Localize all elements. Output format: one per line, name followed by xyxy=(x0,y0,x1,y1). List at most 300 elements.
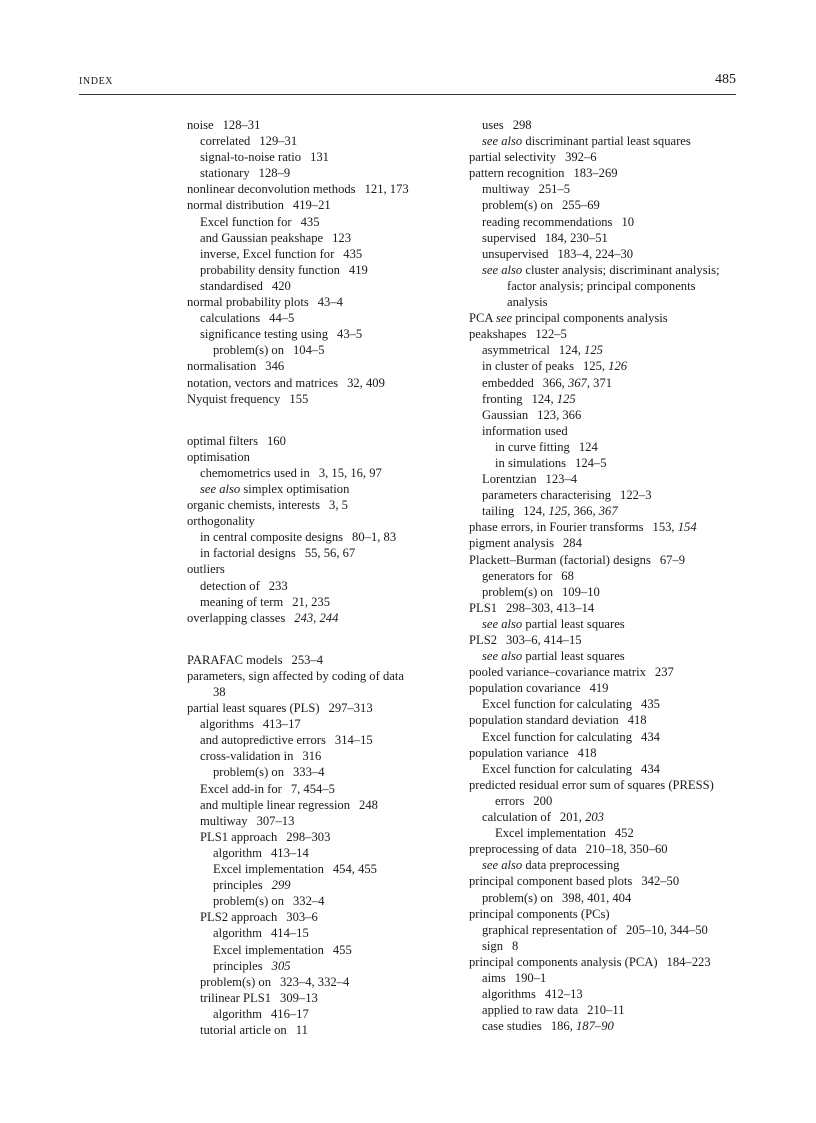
page-ref: , 371 xyxy=(586,375,613,390)
page-ref: 43–5 xyxy=(337,327,363,342)
index-entry xyxy=(187,230,437,246)
page-ref: 346 xyxy=(265,359,285,374)
page-ref: 298–303, 413–14 xyxy=(506,600,595,615)
index-entry xyxy=(469,761,731,777)
entry-pages xyxy=(271,846,309,860)
page-ref-italic: 367 xyxy=(567,375,587,390)
entry-term: 38 xyxy=(213,685,226,699)
index-entry xyxy=(187,748,437,764)
index-entry xyxy=(469,584,731,600)
index-entry xyxy=(469,954,731,970)
index-entry xyxy=(469,696,731,712)
entry-pages xyxy=(565,150,596,164)
entry-term: overlapping classes xyxy=(187,610,286,625)
page-ref: 323–4, 332–4 xyxy=(280,974,350,989)
entry-pages xyxy=(349,263,368,277)
entry-term: problem(s) on xyxy=(482,890,553,905)
index-column-right xyxy=(469,117,731,1034)
index-entry xyxy=(187,197,437,213)
entry-pages xyxy=(293,198,331,212)
page-ref-italic: 299 xyxy=(271,878,291,893)
index-entry xyxy=(469,487,731,503)
entry-pages xyxy=(280,975,349,989)
page-ref-italic: 243, 244 xyxy=(294,610,339,625)
index-entry xyxy=(187,133,437,149)
page-ref: 3, 5 xyxy=(329,498,348,513)
entry-pages xyxy=(512,939,518,953)
page-ref: 298–303 xyxy=(286,829,331,844)
page-ref: 183–4, 224–30 xyxy=(557,246,634,261)
entry-term: orthogonality xyxy=(187,514,255,529)
page-ref: 366, xyxy=(542,375,568,390)
entry-pages xyxy=(615,826,634,840)
index-entry xyxy=(469,616,731,632)
index-entry xyxy=(187,149,437,165)
entry-term: uses xyxy=(482,118,504,132)
page-ref: 210–11 xyxy=(587,1003,625,1018)
index-entry xyxy=(187,764,437,780)
index-entry xyxy=(187,214,437,230)
index-entry xyxy=(469,970,731,986)
entry-term: supervised xyxy=(482,230,536,245)
entry-pages xyxy=(546,472,577,486)
entry-pages xyxy=(586,842,668,856)
entry-pages xyxy=(575,456,606,470)
index-entry xyxy=(469,938,731,954)
entry-pages xyxy=(294,611,338,625)
index-entry xyxy=(187,449,437,465)
entry-term: Excel function for calculating xyxy=(482,729,633,744)
entry-term: Gaussian xyxy=(482,407,529,422)
page-ref: 123 xyxy=(332,230,351,245)
page-ref-italic: 154 xyxy=(677,520,697,535)
entry-pages xyxy=(515,971,546,985)
entry-term: preprocessing of data xyxy=(469,842,577,857)
entry-term: sign xyxy=(482,938,503,953)
entry-pages xyxy=(280,991,318,1005)
entry-pages xyxy=(561,569,574,583)
index-entry xyxy=(469,262,731,278)
entry-term: algorithm xyxy=(213,926,262,941)
index-entry xyxy=(187,1006,437,1022)
entry-term: partial least squares xyxy=(525,649,625,664)
page-ref: 109–10 xyxy=(562,584,600,599)
index-entry xyxy=(187,465,437,481)
entry-pages xyxy=(628,713,647,727)
entry-pages xyxy=(333,862,377,876)
entry-term: multiway xyxy=(482,182,530,197)
entry-term: population standard deviation xyxy=(469,713,619,728)
see-also-label: see also xyxy=(200,481,244,496)
entry-pages xyxy=(269,579,288,593)
index-entry xyxy=(469,294,731,310)
entry-term: and multiple linear regression xyxy=(200,797,351,812)
entry-term: parameters characterising xyxy=(482,488,612,503)
entry-pages xyxy=(267,434,286,448)
entry-pages xyxy=(535,327,566,341)
page-ref: 233 xyxy=(268,578,288,593)
page-ref: 55, 56, 67 xyxy=(304,546,356,561)
entry-term: Excel function for xyxy=(200,214,292,229)
entry-pages xyxy=(513,118,532,132)
entry-pages xyxy=(562,891,631,905)
entry-term: and Gaussian peakshape xyxy=(200,230,324,245)
entry-term: PLS1 approach xyxy=(200,829,278,844)
entry-pages xyxy=(259,166,290,180)
index-entry xyxy=(187,909,437,925)
index-entry xyxy=(187,545,437,561)
index-entry xyxy=(187,594,437,610)
index-entry xyxy=(469,471,731,487)
index-entry xyxy=(469,503,731,519)
entry-pages xyxy=(562,198,600,212)
entry-term: organic chemists, interests xyxy=(187,498,321,513)
entry-term: optimal filters xyxy=(187,433,258,448)
entry-term: outliers xyxy=(187,562,225,577)
index-entry xyxy=(187,294,437,310)
page-ref: 122–5 xyxy=(535,327,567,342)
page-ref-italic: 125 xyxy=(584,343,603,358)
see-also-label: see also xyxy=(482,616,526,631)
page-ref: 455 xyxy=(332,942,352,957)
entry-pages xyxy=(332,231,351,245)
page-ref: 32, 409 xyxy=(347,375,385,390)
page-ref: 104–5 xyxy=(293,343,325,358)
page-ref-italic: 126 xyxy=(608,359,628,374)
page-ref: 67–9 xyxy=(659,552,686,567)
entry-term: chemometrics used in xyxy=(200,465,310,480)
entry-term: errors xyxy=(495,793,525,808)
entry-pages xyxy=(578,746,597,760)
entry-pages xyxy=(545,987,583,1001)
index-entry xyxy=(469,439,731,455)
index-entry xyxy=(187,877,437,893)
page-ref: 413–14 xyxy=(270,845,309,860)
index-entry xyxy=(469,181,731,197)
see-also-label: see also xyxy=(482,134,526,149)
entry-term: PLS2 approach xyxy=(200,910,278,925)
entry-term: analysis xyxy=(507,295,548,310)
index-entry xyxy=(469,712,731,728)
entry-term: graphical representation of xyxy=(482,922,617,937)
entry-term: optimisation xyxy=(187,449,250,464)
entry-pages xyxy=(579,440,598,454)
page-ref: 210–18, 350–60 xyxy=(585,842,668,857)
entry-term: problem(s) on xyxy=(482,584,553,599)
entry-term: applied to raw data xyxy=(482,1003,579,1018)
index-entry xyxy=(469,568,731,584)
entry-term: Nyquist frequency xyxy=(187,391,281,406)
entry-term: problem(s) on xyxy=(200,974,271,989)
index-entry xyxy=(469,873,731,889)
index-entry xyxy=(187,1022,437,1038)
page-ref: 184–223 xyxy=(666,954,711,969)
entry-term: pattern recognition xyxy=(469,166,565,181)
page-ref: 303–6 xyxy=(286,910,318,925)
entry-term: predicted residual error sum of squares (PRESS) xyxy=(469,777,714,792)
index-entry xyxy=(187,391,437,407)
index-entry xyxy=(187,684,437,700)
entry-term: cross-validation in xyxy=(200,749,294,764)
entry-term: parameters, sign affected by coding of data xyxy=(187,668,404,683)
entry-pages xyxy=(560,810,604,824)
entry-term: peakshapes xyxy=(469,327,527,342)
page-ref: 190–1 xyxy=(514,970,547,985)
index-entry xyxy=(187,942,437,958)
index-entry xyxy=(187,829,437,845)
index-entry xyxy=(469,214,731,230)
page-number: 485 xyxy=(715,72,736,87)
entry-pages xyxy=(333,943,352,957)
entry-term: detection of xyxy=(200,578,260,593)
page-ref: 200 xyxy=(533,793,553,808)
entry-term: in simulations xyxy=(495,455,567,470)
page-ref: 44–5 xyxy=(269,311,295,326)
entry-pages xyxy=(557,247,633,261)
entry-term: normalisation xyxy=(187,359,257,374)
entry-term: discriminant partial least squares xyxy=(525,134,691,149)
entry-pages xyxy=(286,910,317,924)
entry-term: significance testing using xyxy=(200,327,329,342)
page-ref: 201, xyxy=(559,810,586,825)
entry-pages xyxy=(293,343,324,357)
page-ref: , 366, xyxy=(567,504,599,519)
entry-term: calculation of xyxy=(482,810,551,825)
entry-term: data preprocessing xyxy=(525,858,620,873)
page-ref: 435 xyxy=(641,697,660,712)
entry-pages xyxy=(562,585,600,599)
entry-term: fronting xyxy=(482,391,523,406)
page-ref: 3, 15, 16, 97 xyxy=(318,465,382,480)
index-entry xyxy=(187,561,437,577)
index-entry xyxy=(469,1018,731,1034)
entry-pages xyxy=(537,408,581,422)
page-ref: 129–31 xyxy=(259,134,298,149)
see-also-label: see also xyxy=(482,649,526,664)
entry-term: algorithm xyxy=(213,845,262,860)
page-ref: 124, xyxy=(558,343,585,358)
page-ref: 454, 455 xyxy=(332,862,377,877)
page-ref: 160 xyxy=(267,433,286,448)
page-ref: 342–50 xyxy=(641,874,680,889)
index-entry xyxy=(469,133,731,149)
entry-term: principal component based plots xyxy=(469,874,633,889)
index-entry xyxy=(187,513,437,529)
entry-term: Excel add-in for xyxy=(200,781,282,796)
entry-pages xyxy=(271,926,309,940)
index-entry xyxy=(469,310,731,326)
entry-pages xyxy=(583,359,627,373)
entry-pages xyxy=(347,376,385,390)
index-entry xyxy=(469,230,731,246)
entry-term: partial selectivity xyxy=(469,150,557,165)
entry-term: in central composite designs xyxy=(200,530,344,545)
entry-pages xyxy=(305,546,355,560)
entry-term: phase errors, in Fourier transforms xyxy=(469,520,644,535)
page-ref: 297–313 xyxy=(328,701,373,716)
page-ref: 416–17 xyxy=(270,1006,309,1021)
page-ref: 7, 454–5 xyxy=(290,781,335,796)
page-ref: 124, xyxy=(531,391,557,406)
entry-term: principles xyxy=(213,878,263,893)
index-entry xyxy=(187,481,437,497)
entry-term: Excel function for calculating xyxy=(482,697,633,712)
index-entry xyxy=(469,326,731,342)
index-entry xyxy=(187,278,437,294)
entry-term: meaning of term xyxy=(200,594,284,609)
entry-term: tutorial article on xyxy=(200,1022,287,1037)
entry-term: calculations xyxy=(200,311,261,326)
entry-term: principal components (PCs) xyxy=(469,906,610,921)
index-entry xyxy=(469,342,731,358)
page-ref: 251–5 xyxy=(538,182,571,197)
index-entry xyxy=(187,974,437,990)
entry-term: nonlinear deconvolution methods xyxy=(187,182,356,197)
entry-pages xyxy=(641,697,660,711)
index-entry xyxy=(469,680,731,696)
entry-pages xyxy=(543,376,612,390)
entry-term: aims xyxy=(482,970,506,985)
entry-pages xyxy=(365,182,409,196)
page-ref: 314–15 xyxy=(334,733,373,748)
index-entry xyxy=(469,1002,731,1018)
index-entry xyxy=(469,519,731,535)
page-ref: 255–69 xyxy=(562,198,600,213)
entry-pages xyxy=(620,488,651,502)
entry-pages xyxy=(573,166,617,180)
see-also-label: see also xyxy=(482,858,526,873)
page-ref: 125, xyxy=(582,359,609,374)
entry-pages xyxy=(626,923,708,937)
index-entry xyxy=(187,262,437,278)
page-ref-italic: 187–90 xyxy=(576,1019,614,1034)
entry-term: inverse, Excel function for xyxy=(200,246,335,261)
index-entry xyxy=(187,246,437,262)
entry-pages xyxy=(523,504,617,518)
entry-term: normal probability plots xyxy=(187,295,309,310)
index-entry xyxy=(469,246,731,262)
entry-pages xyxy=(653,520,697,534)
page-ref: 434 xyxy=(641,761,660,776)
entry-pages xyxy=(641,730,660,744)
entry-term: Plackett–Burman (factorial) designs xyxy=(469,552,651,567)
page-ref: 434 xyxy=(641,729,660,744)
index-entry xyxy=(469,600,731,616)
entry-term: trilinear PLS1 xyxy=(200,990,272,1005)
page-ref: 298 xyxy=(512,118,532,132)
index-entry xyxy=(469,648,731,664)
entry-term: problem(s) on xyxy=(213,894,284,909)
page-ref: 419 xyxy=(348,262,368,277)
index-entry xyxy=(469,986,731,1002)
page-ref: 128–9 xyxy=(258,166,291,181)
running-head: INDEX xyxy=(79,76,114,87)
page-ref-italic: 367 xyxy=(598,504,618,519)
entry-pages xyxy=(641,874,679,888)
entry-pages xyxy=(329,701,373,715)
entry-pages xyxy=(329,498,348,512)
see-also-label: see also xyxy=(482,262,526,277)
index-entry xyxy=(187,181,437,197)
index-entry xyxy=(469,632,731,648)
entry-term: algorithm xyxy=(213,1006,262,1021)
entry-term: pooled variance–covariance matrix xyxy=(469,665,646,680)
entry-pages xyxy=(293,765,324,779)
index-entry xyxy=(187,165,437,181)
index-entry xyxy=(187,845,437,861)
page-ref: 123–4 xyxy=(545,472,578,487)
entry-pages xyxy=(301,215,320,229)
entry-pages xyxy=(302,749,321,763)
index-entry xyxy=(187,732,437,748)
entry-term: correlated xyxy=(200,134,251,149)
entry-pages xyxy=(265,359,284,373)
index-letter-gap xyxy=(187,626,437,652)
entry-term: PCA xyxy=(469,311,496,326)
header-rule xyxy=(79,94,736,95)
page-ref: 419–21 xyxy=(292,198,331,213)
entry-pages xyxy=(291,782,335,796)
page-ref-italic: 125 xyxy=(548,504,568,519)
index-entry xyxy=(469,841,731,857)
entry-term: PLS2 xyxy=(469,633,497,647)
page-ref: 43–4 xyxy=(317,295,343,310)
page-ref: 121, 173 xyxy=(364,182,409,197)
page-ref: 284 xyxy=(563,536,582,551)
entry-pages xyxy=(292,653,323,667)
entry-term: algorithms xyxy=(200,717,254,732)
index-entry xyxy=(469,455,731,471)
index-entry xyxy=(469,745,731,761)
entry-term: embedded xyxy=(482,375,534,390)
entry-term: information used xyxy=(482,423,568,438)
entry-term: partial least squares xyxy=(525,616,625,631)
entry-pages xyxy=(539,182,570,196)
entry-pages xyxy=(359,798,378,812)
entry-term: standardised xyxy=(200,278,263,293)
page-ref: 123, 366 xyxy=(537,407,582,422)
index-entry xyxy=(187,342,437,358)
page-ref-italic: 125 xyxy=(556,391,576,406)
index-entry xyxy=(187,781,437,797)
page-ref: 184, 230–51 xyxy=(544,230,608,245)
entry-pages xyxy=(533,794,552,808)
index-entry xyxy=(469,777,731,793)
index-entry xyxy=(469,809,731,825)
page-ref: 124 xyxy=(578,439,598,454)
index-entry xyxy=(469,922,731,938)
page-ref: 186, xyxy=(550,1019,576,1034)
page-ref: 412–13 xyxy=(544,987,583,1002)
index-entry xyxy=(187,813,437,829)
entry-term: population variance xyxy=(469,745,569,760)
index-entry xyxy=(187,668,437,684)
entry-term: simplex optimisation xyxy=(243,481,350,496)
page-ref: 392–6 xyxy=(565,150,597,165)
index-entry xyxy=(469,793,731,809)
entry-pages xyxy=(590,681,609,695)
page-ref: 307–13 xyxy=(256,813,295,828)
entry-pages xyxy=(559,343,603,357)
entry-pages xyxy=(551,1019,614,1033)
page-ref: 332–4 xyxy=(293,894,325,909)
entry-pages xyxy=(667,955,711,969)
entry-pages xyxy=(257,814,295,828)
page-ref: 303–6, 414–15 xyxy=(506,633,582,647)
entry-term: principles xyxy=(213,958,263,973)
entry-pages xyxy=(621,215,634,229)
page-ref: 153, xyxy=(652,520,678,535)
